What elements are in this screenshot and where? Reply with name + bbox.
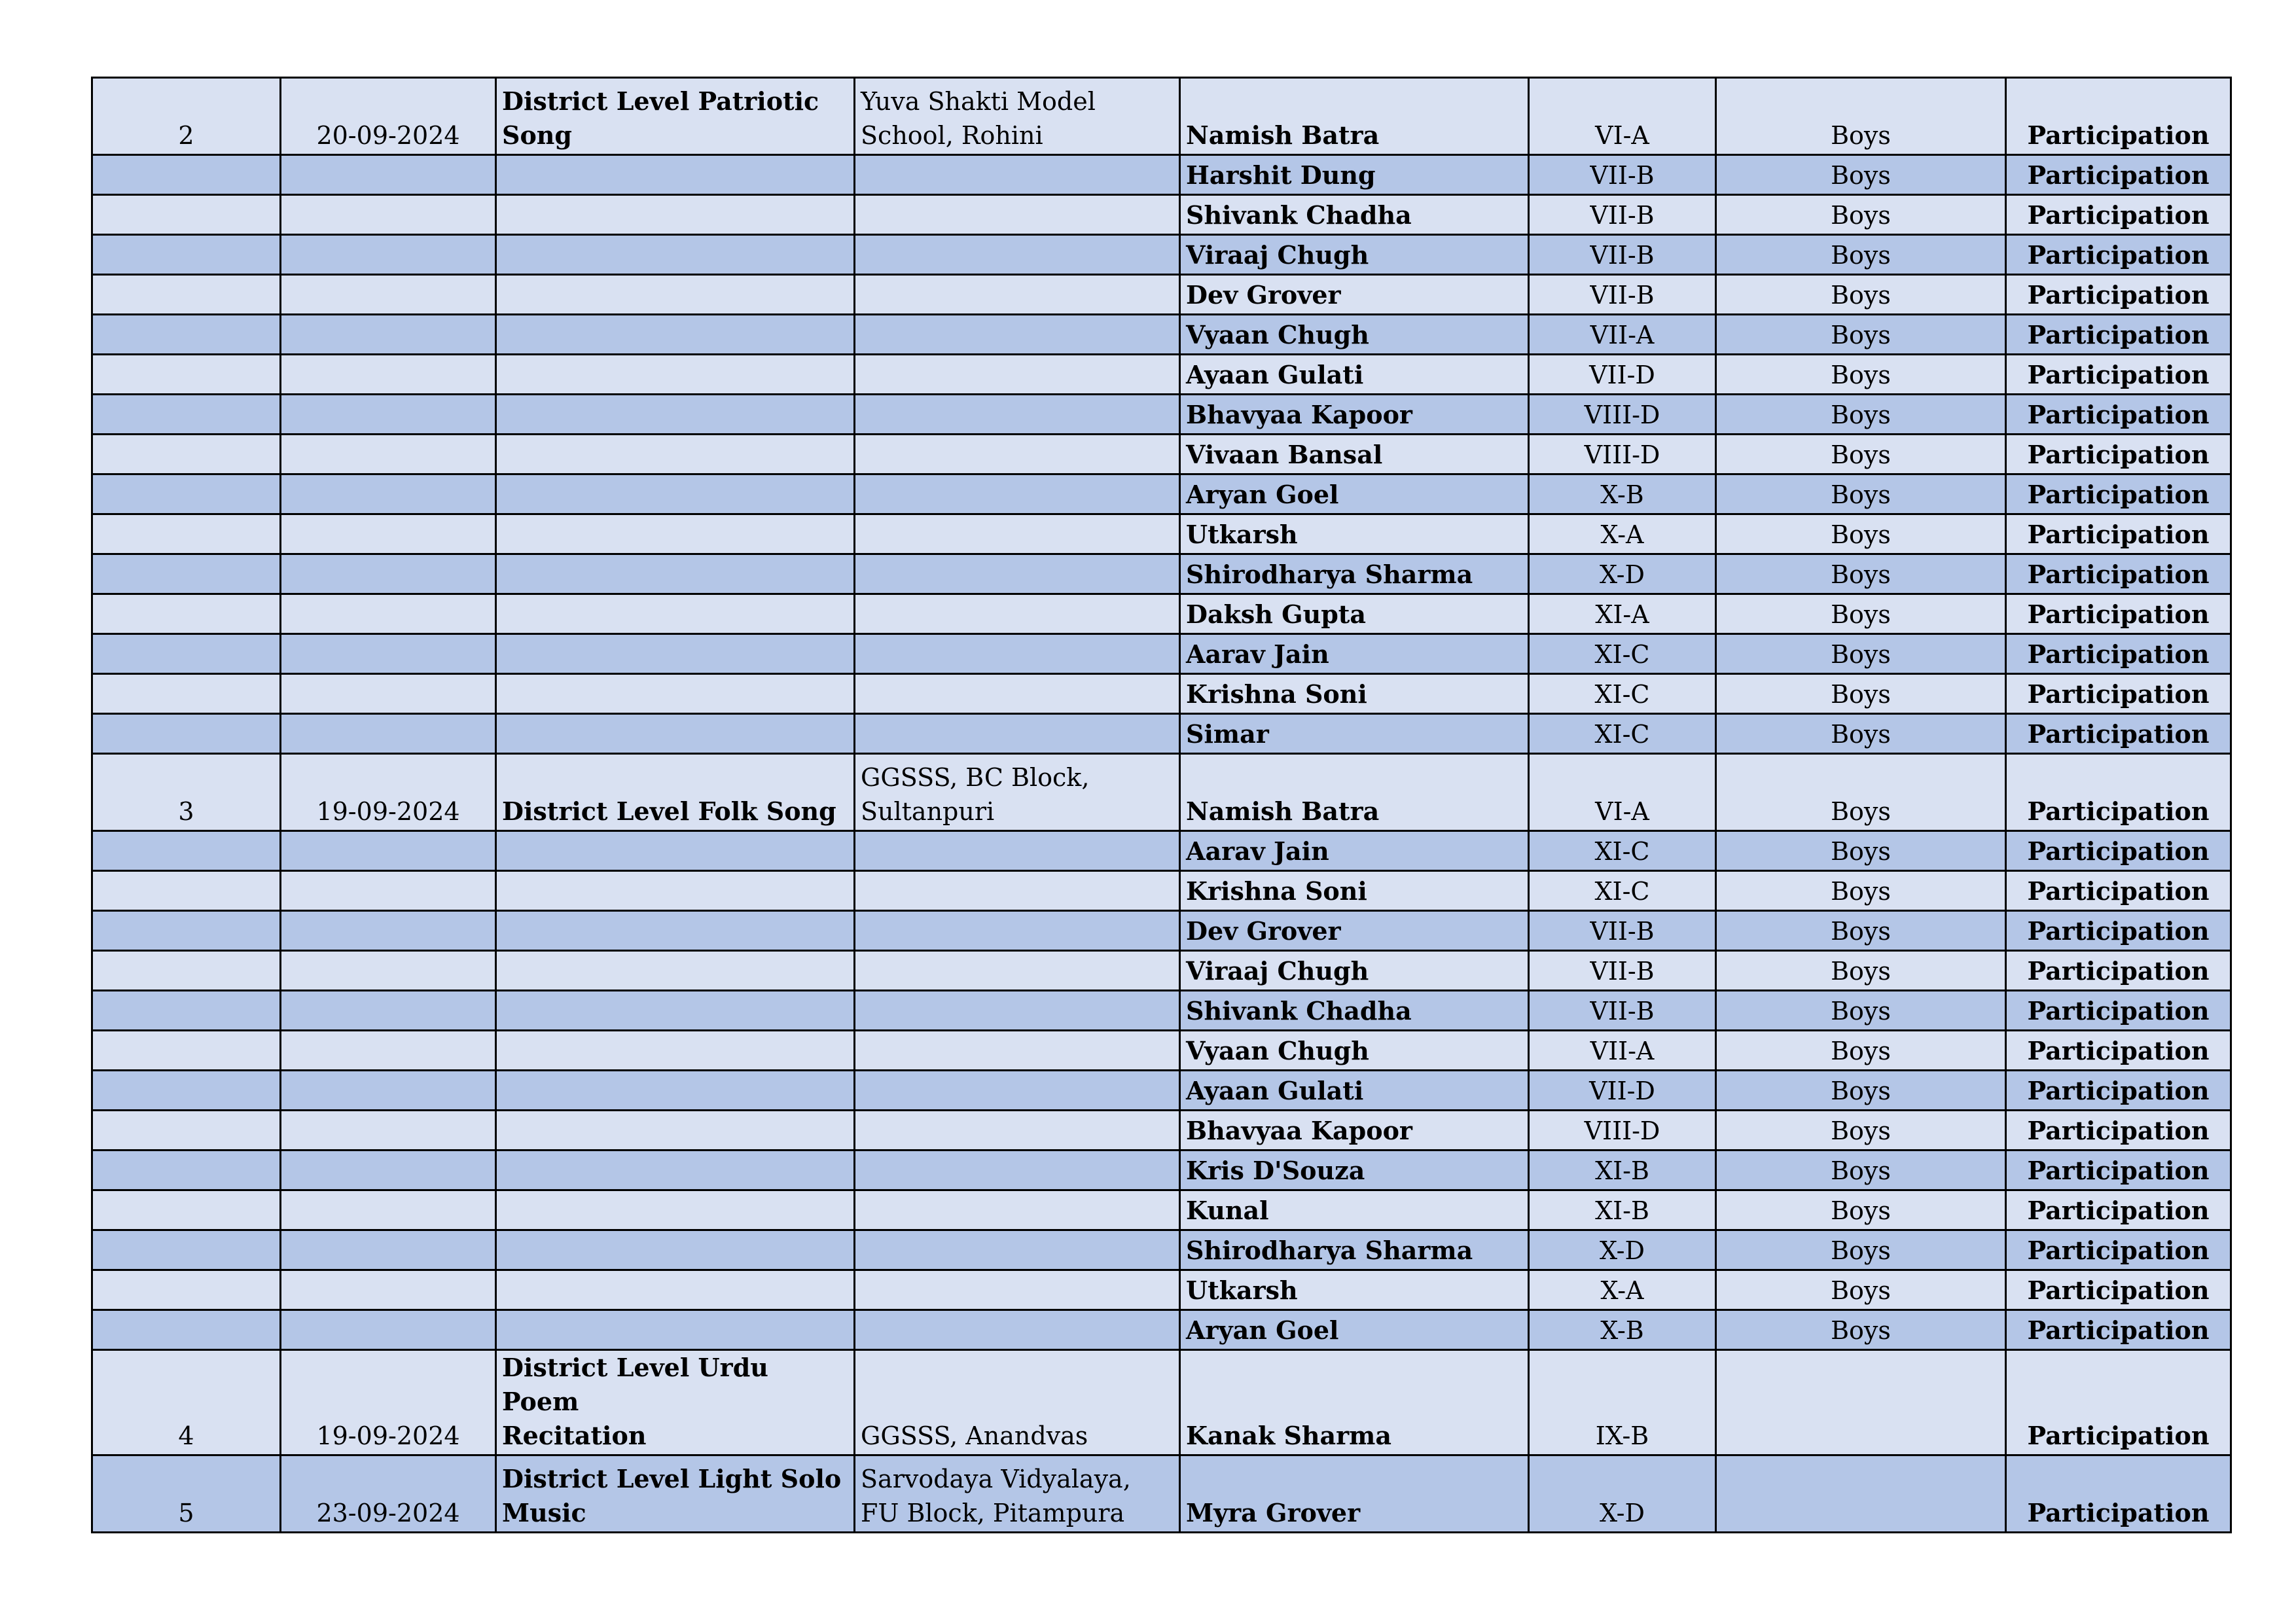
student-name-cell: Dev Grover [1180,275,1529,315]
student-name-cell: Ayaan Gulati [1180,1071,1529,1111]
category-cell: Boys [1716,78,2006,155]
category-cell: Boys [1716,315,2006,355]
category-cell: Boys [1716,594,2006,634]
class-cell: VIII-D [1529,395,1716,435]
result-cell: Participation [2006,991,2231,1031]
venue-cell [855,871,1180,911]
student-name-cell: Utkarsh [1180,514,1529,554]
class-cell: X-D [1529,554,1716,594]
class-cell: XI-B [1529,1190,1716,1230]
serial-number-cell [92,1310,281,1350]
serial-number-cell [92,474,281,514]
result-cell: Participation [2006,435,2231,474]
result-cell: Participation [2006,1230,2231,1270]
venue-cell [855,594,1180,634]
class-cell: XI-C [1529,634,1716,674]
result-cell: Participation [2006,714,2231,754]
date-cell [281,1310,496,1350]
class-cell: VI-A [1529,78,1716,155]
event-cell [496,315,855,355]
venue-cell [855,275,1180,315]
student-name-cell: Utkarsh [1180,1270,1529,1310]
venue-cell [855,1270,1180,1310]
category-cell: Boys [1716,514,2006,554]
result-cell: Participation [2006,634,2231,674]
date-cell [281,1111,496,1150]
date-cell [281,911,496,951]
student-name-cell: Bhavyaa Kapoor [1180,1111,1529,1150]
student-name-cell: Daksh Gupta [1180,594,1529,634]
event-cell [496,1270,855,1310]
result-cell: Participation [2006,78,2231,155]
serial-number-cell [92,1111,281,1150]
student-name-cell: Simar [1180,714,1529,754]
result-cell: Participation [2006,1270,2231,1310]
table-row [92,315,2231,355]
event-cell [496,831,855,871]
venue-cell [855,1071,1180,1111]
result-cell: Participation [2006,514,2231,554]
student-name-cell: Vyaan Chugh [1180,1031,1529,1071]
serial-number-cell [92,634,281,674]
result-cell: Participation [2006,1190,2231,1230]
venue-cell [855,355,1180,395]
event-cell [496,435,855,474]
category-cell: Boys [1716,1150,2006,1190]
category-cell: Boys [1716,1111,2006,1150]
venue-cell [855,1190,1180,1230]
category-cell: Boys [1716,1270,2006,1310]
venue-cell [855,514,1180,554]
class-cell: VII-B [1529,911,1716,951]
venue-cell [855,951,1180,991]
event-cell [496,355,855,395]
table-row [92,514,2231,554]
student-name-cell: Namish Batra [1180,754,1529,831]
date-cell [281,315,496,355]
student-name-cell: Kris D'Souza [1180,1150,1529,1190]
venue-cell [855,831,1180,871]
student-name-cell: Dev Grover [1180,911,1529,951]
serial-number-cell [92,355,281,395]
venue-cell [855,1031,1180,1071]
serial-number-cell: 4 [92,1350,281,1455]
venue-cell [855,474,1180,514]
date-cell [281,1031,496,1071]
result-cell: Participation [2006,1455,2231,1533]
result-cell: Participation [2006,1071,2231,1111]
result-cell: Participation [2006,235,2231,275]
serial-number-cell [92,714,281,754]
serial-number-cell [92,991,281,1031]
venue-cell [855,991,1180,1031]
table-row [92,674,2231,714]
date-cell [281,714,496,754]
student-name-cell: Shirodharya Sharma [1180,1230,1529,1270]
class-cell: VII-D [1529,355,1716,395]
date-cell [281,474,496,514]
date-cell [281,235,496,275]
class-cell: VII-A [1529,315,1716,355]
date-cell [281,554,496,594]
table-row [92,1071,2231,1111]
class-cell: XI-A [1529,594,1716,634]
category-cell: Boys [1716,1310,2006,1350]
result-cell: Participation [2006,1350,2231,1455]
category-cell: Boys [1716,554,2006,594]
venue-cell [855,911,1180,951]
result-cell: Participation [2006,155,2231,195]
category-cell: Boys [1716,1230,2006,1270]
serial-number-cell: 3 [92,754,281,831]
class-cell: VII-B [1529,155,1716,195]
date-cell [281,275,496,315]
table-row [92,951,2231,991]
date-cell [281,1150,496,1190]
table-row [92,1190,2231,1230]
category-cell: Boys [1716,275,2006,315]
serial-number-cell [92,911,281,951]
student-name-cell: Viraaj Chugh [1180,951,1529,991]
serial-number-cell [92,1031,281,1071]
category-cell: Boys [1716,634,2006,674]
serial-number-cell [92,514,281,554]
class-cell: VII-A [1529,1031,1716,1071]
result-cell: Participation [2006,554,2231,594]
event-cell [496,1150,855,1190]
event-cell [496,911,855,951]
venue-cell: GGSSS, Anandvas [855,1350,1180,1455]
student-name-cell: Myra Grover [1180,1455,1529,1533]
result-cell: Participation [2006,355,2231,395]
category-cell: Boys [1716,754,2006,831]
result-cell: Participation [2006,951,2231,991]
event-cell: District Level Folk Song [496,754,855,831]
class-cell: XI-B [1529,1150,1716,1190]
table-row [92,395,2231,435]
category-cell: Boys [1716,1190,2006,1230]
date-cell [281,155,496,195]
venue-cell [855,1150,1180,1190]
event-cell [496,951,855,991]
category-cell: Boys [1716,714,2006,754]
serial-number-cell [92,195,281,235]
class-cell: XI-C [1529,831,1716,871]
student-name-cell: Shirodharya Sharma [1180,554,1529,594]
date-cell [281,1270,496,1310]
date-cell: 19-09-2024 [281,754,496,831]
category-cell: Boys [1716,395,2006,435]
serial-number-cell [92,674,281,714]
student-name-cell: Aryan Goel [1180,474,1529,514]
event-cell [496,1310,855,1350]
table-row [92,1031,2231,1071]
student-name-cell: Harshit Dung [1180,155,1529,195]
event-cell [496,1031,855,1071]
table-row [92,78,2231,155]
event-cell [496,474,855,514]
table-row [92,831,2231,871]
result-cell: Participation [2006,275,2231,315]
date-cell [281,634,496,674]
date-cell [281,1190,496,1230]
table-row [92,634,2231,674]
table-row [92,1455,2231,1533]
table-row [92,871,2231,911]
table-row [92,1350,2231,1455]
result-cell: Participation [2006,315,2231,355]
table-body [92,78,2231,1533]
result-cell: Participation [2006,871,2231,911]
date-cell [281,871,496,911]
serial-number-cell [92,235,281,275]
class-cell: VII-B [1529,195,1716,235]
class-cell: VI-A [1529,754,1716,831]
date-cell [281,1230,496,1270]
serial-number-cell [92,1270,281,1310]
result-cell: Participation [2006,1310,2231,1350]
date-cell [281,355,496,395]
student-name-cell: Aryan Goel [1180,1310,1529,1350]
result-cell: Participation [2006,674,2231,714]
table-row [92,911,2231,951]
class-cell: VII-B [1529,951,1716,991]
venue-cell [855,714,1180,754]
venue-cell [855,1310,1180,1350]
event-cell [496,871,855,911]
result-cell: Participation [2006,1031,2231,1071]
class-cell: XI-C [1529,674,1716,714]
student-name-cell: Shivank Chadha [1180,195,1529,235]
serial-number-cell [92,435,281,474]
table-row [92,435,2231,474]
class-cell: VII-B [1529,275,1716,315]
class-cell: VIII-D [1529,435,1716,474]
result-cell: Participation [2006,754,2231,831]
category-cell [1716,1350,2006,1455]
table-row [92,275,2231,315]
date-cell: 19-09-2024 [281,1350,496,1455]
venue-cell [855,315,1180,355]
date-cell [281,674,496,714]
event-cell [496,594,855,634]
venue-cell: GGSSS, BC Block, Sultanpuri [855,754,1180,831]
table-row [92,991,2231,1031]
category-cell: Boys [1716,155,2006,195]
category-cell: Boys [1716,235,2006,275]
class-cell: X-A [1529,1270,1716,1310]
student-name-cell: Aarav Jain [1180,634,1529,674]
table-row [92,1230,2231,1270]
result-cell: Participation [2006,594,2231,634]
event-cell [496,155,855,195]
venue-cell [855,1230,1180,1270]
date-cell [281,435,496,474]
event-cell [496,634,855,674]
student-name-cell: Bhavyaa Kapoor [1180,395,1529,435]
category-cell [1716,1455,2006,1533]
venue-cell: Sarvodaya Vidyalaya, FU Block, Pitampura [855,1455,1180,1533]
class-cell: X-B [1529,474,1716,514]
category-cell: Boys [1716,1071,2006,1111]
class-cell: VII-B [1529,991,1716,1031]
venue-cell [855,634,1180,674]
venue-cell [855,155,1180,195]
event-cell: District Level Light Solo Music [496,1455,855,1533]
table-row [92,1150,2231,1190]
class-cell: XI-C [1529,871,1716,911]
event-cell [496,395,855,435]
result-cell: Participation [2006,1150,2231,1190]
date-cell [281,991,496,1031]
result-cell: Participation [2006,195,2231,235]
event-cell: District Level Patriotic Song [496,78,855,155]
class-cell: VII-D [1529,1071,1716,1111]
event-cell [496,195,855,235]
class-cell: X-A [1529,514,1716,554]
table-row [92,714,2231,754]
result-cell: Participation [2006,831,2231,871]
date-cell: 20-09-2024 [281,78,496,155]
event-cell [496,1071,855,1111]
serial-number-cell [92,1071,281,1111]
venue-cell [855,395,1180,435]
student-name-cell: Krishna Soni [1180,871,1529,911]
venue-cell [855,235,1180,275]
result-cell: Participation [2006,395,2231,435]
result-cell: Participation [2006,911,2231,951]
event-cell: District Level Urdu Poem Recitation [496,1350,855,1455]
venue-cell [855,1111,1180,1150]
event-cell [496,235,855,275]
result-cell: Participation [2006,474,2231,514]
table-row [92,594,2231,634]
table-row [92,155,2231,195]
student-name-cell: Viraaj Chugh [1180,235,1529,275]
student-name-cell: Aarav Jain [1180,831,1529,871]
table-row [92,1270,2231,1310]
category-cell: Boys [1716,195,2006,235]
participation-table [91,77,2232,1533]
table-row [92,355,2231,395]
student-name-cell: Shivank Chadha [1180,991,1529,1031]
event-cell [496,275,855,315]
serial-number-cell [92,1190,281,1230]
serial-number-cell [92,155,281,195]
venue-cell [855,554,1180,594]
table-row [92,474,2231,514]
category-cell: Boys [1716,871,2006,911]
category-cell: Boys [1716,674,2006,714]
event-cell [496,554,855,594]
table-row [92,1310,2231,1350]
date-cell: 23-09-2024 [281,1455,496,1533]
date-cell [281,195,496,235]
category-cell: Boys [1716,474,2006,514]
event-cell [496,991,855,1031]
event-cell [496,674,855,714]
category-cell: Boys [1716,951,2006,991]
venue-cell [855,674,1180,714]
serial-number-cell [92,275,281,315]
serial-number-cell: 2 [92,78,281,155]
serial-number-cell [92,831,281,871]
class-cell: VIII-D [1529,1111,1716,1150]
serial-number-cell [92,951,281,991]
category-cell: Boys [1716,831,2006,871]
student-name-cell: Namish Batra [1180,78,1529,155]
serial-number-cell [92,594,281,634]
event-cell [496,1190,855,1230]
class-cell: IX-B [1529,1350,1716,1455]
category-cell: Boys [1716,911,2006,951]
serial-number-cell [92,554,281,594]
date-cell [281,951,496,991]
student-name-cell: Ayaan Gulati [1180,355,1529,395]
student-name-cell: Vyaan Chugh [1180,315,1529,355]
table-row [92,235,2231,275]
table-row [92,754,2231,831]
class-cell: X-B [1529,1310,1716,1350]
class-cell: VII-B [1529,235,1716,275]
category-cell: Boys [1716,1031,2006,1071]
serial-number-cell [92,871,281,911]
student-name-cell: Kanak Sharma [1180,1350,1529,1455]
date-cell [281,1071,496,1111]
result-cell: Participation [2006,1111,2231,1150]
serial-number-cell [92,315,281,355]
venue-cell [855,195,1180,235]
event-cell [496,714,855,754]
table-row [92,1111,2231,1150]
student-name-cell: Vivaan Bansal [1180,435,1529,474]
date-cell [281,514,496,554]
event-cell [496,1111,855,1150]
venue-cell: Yuva Shakti Model School, Rohini [855,78,1180,155]
category-cell: Boys [1716,435,2006,474]
category-cell: Boys [1716,355,2006,395]
serial-number-cell [92,1150,281,1190]
event-cell [496,1230,855,1270]
date-cell [281,594,496,634]
student-name-cell: Kunal [1180,1190,1529,1230]
class-cell: X-D [1529,1455,1716,1533]
student-name-cell: Krishna Soni [1180,674,1529,714]
serial-number-cell [92,395,281,435]
class-cell: X-D [1529,1230,1716,1270]
serial-number-cell [92,1230,281,1270]
table-row [92,554,2231,594]
category-cell: Boys [1716,991,2006,1031]
venue-cell [855,435,1180,474]
date-cell [281,395,496,435]
serial-number-cell: 5 [92,1455,281,1533]
event-cell [496,514,855,554]
table-row [92,195,2231,235]
class-cell: XI-C [1529,714,1716,754]
date-cell [281,831,496,871]
